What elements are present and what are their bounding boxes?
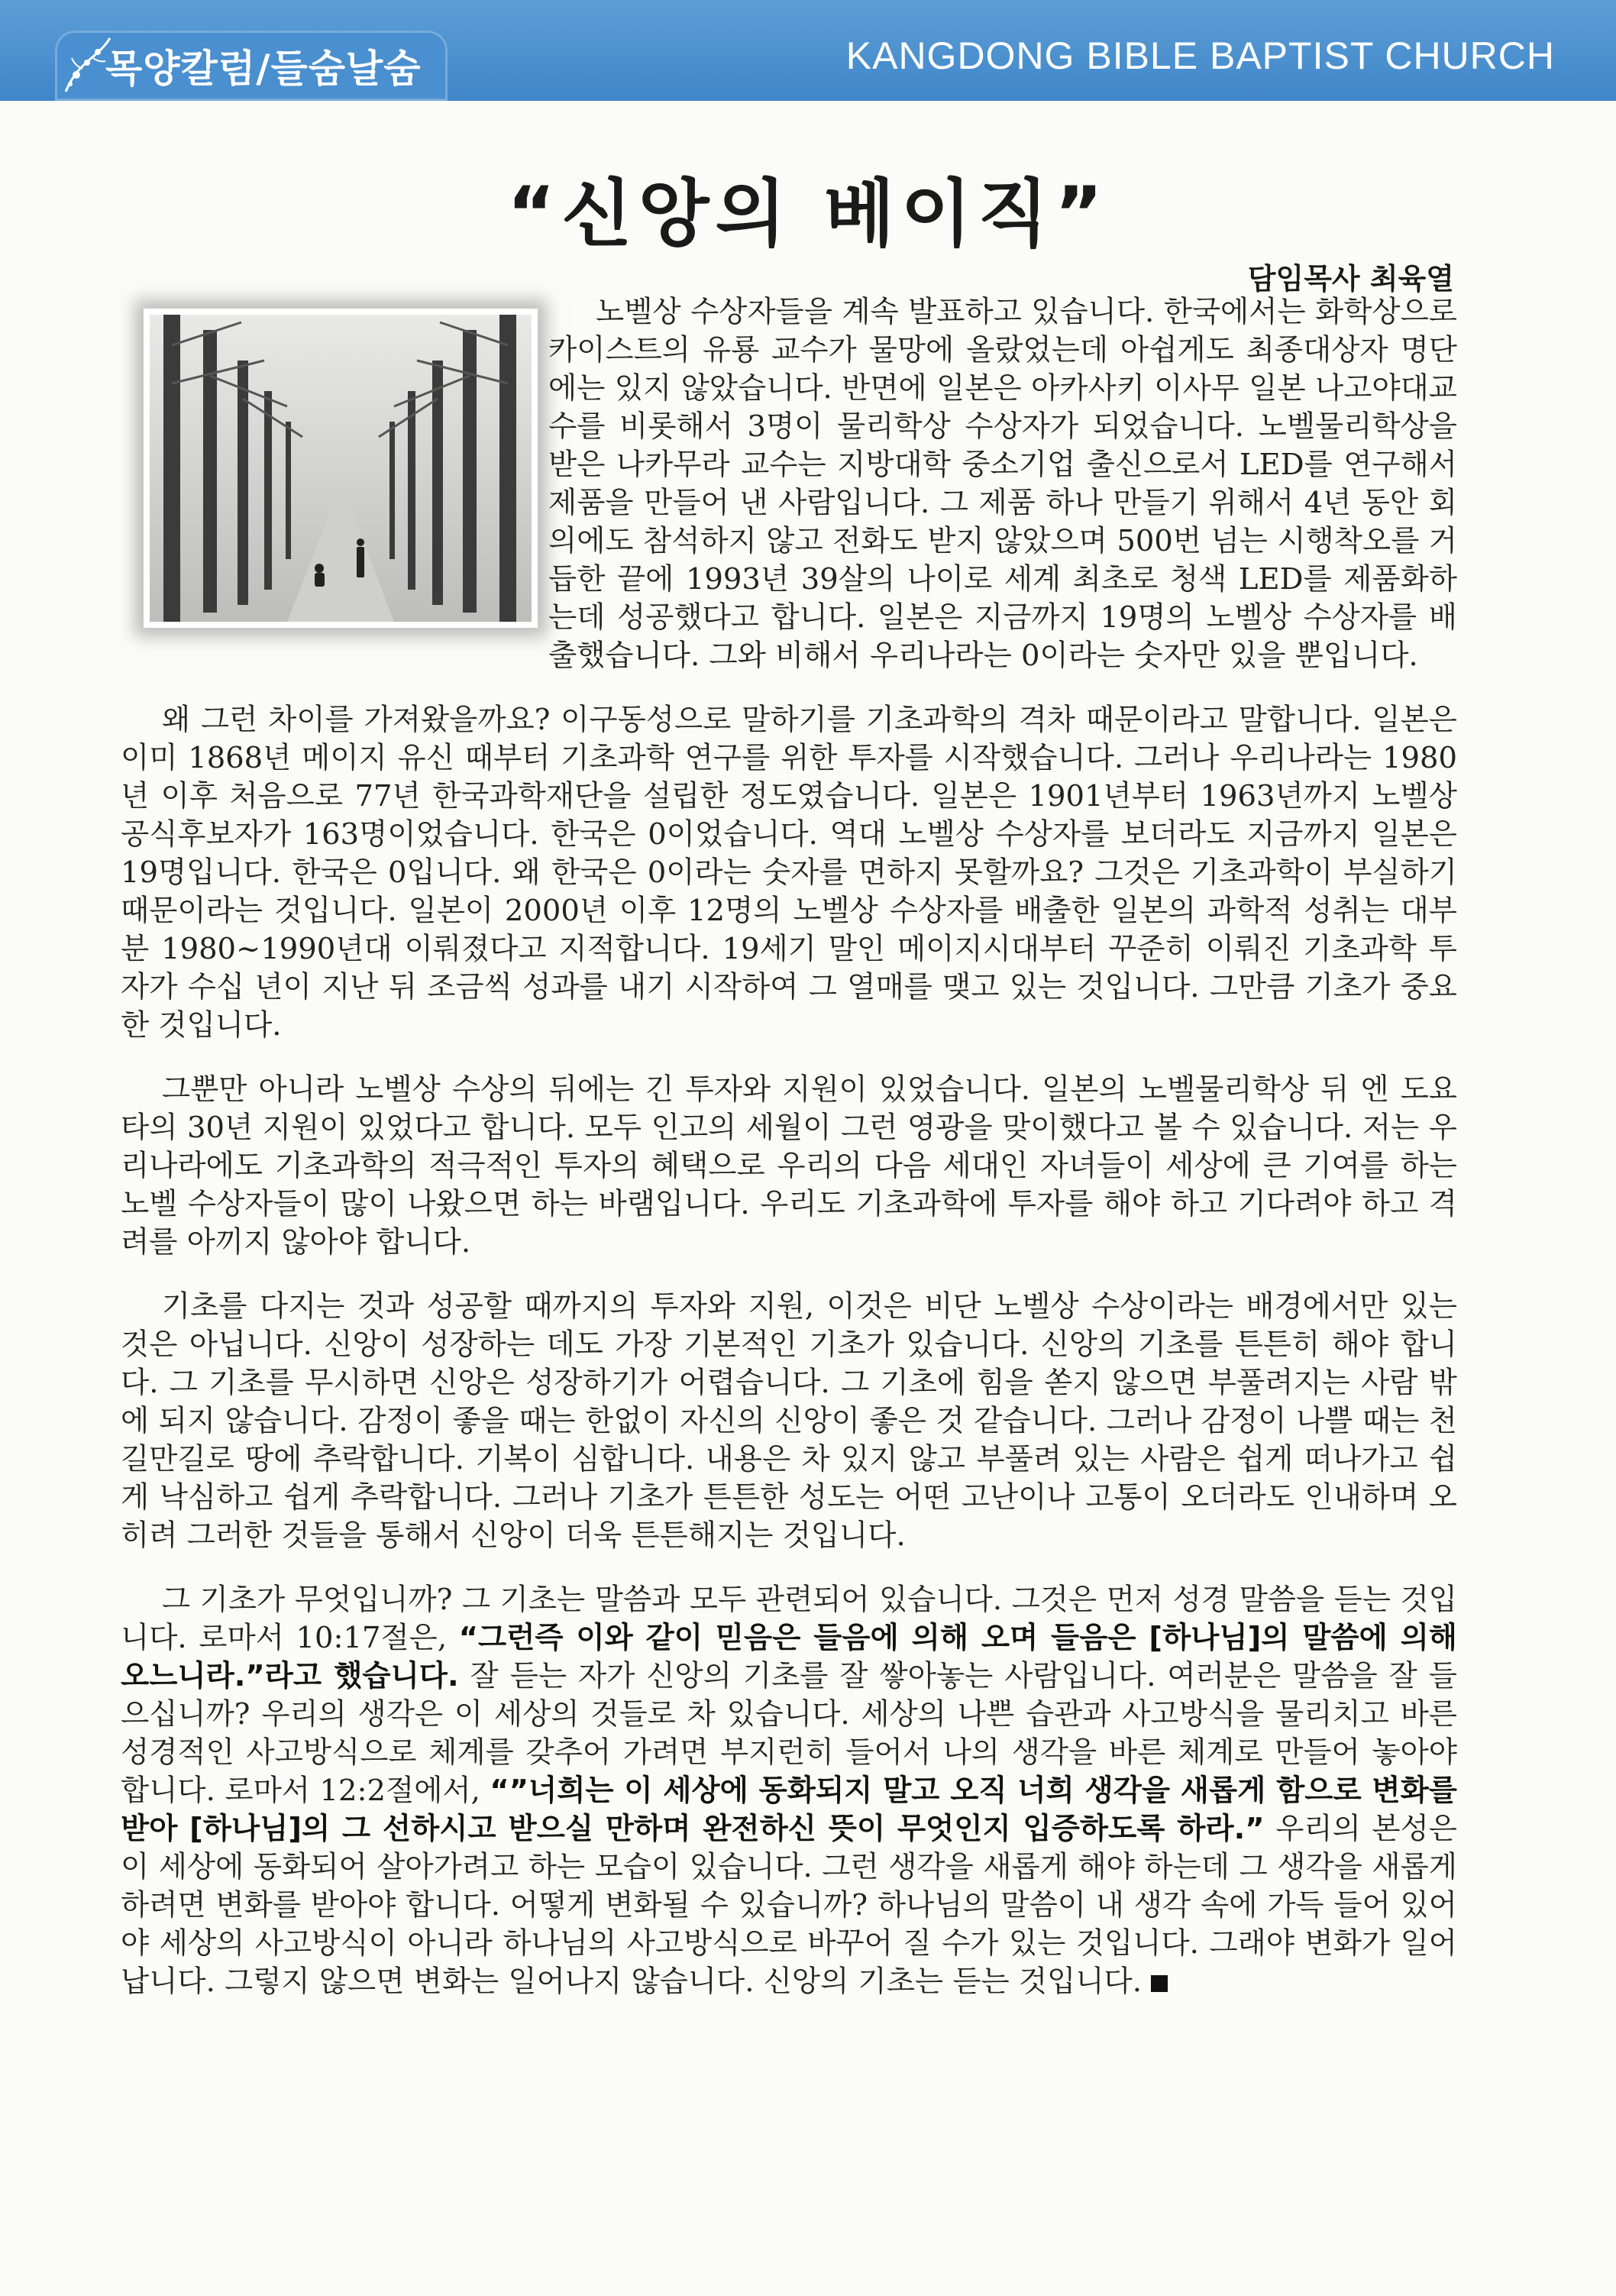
romans-10-17-quote: “그런즉 이와 같이 믿음은 들음에 의해 오며 들음은 [하나님]의 말씀에 의해 오느니라.”라고 했습니다. <box>121 1621 1457 1693</box>
paragraph-5 <box>121 1581 1457 2001</box>
section-tab <box>55 31 448 101</box>
paragraph-1-text: 노벨상 수상자들을 계속 발표하고 있습니다. 한국에서는 화학상으로 카이스트의 유룡 교수가 물망에 올랐었는데 아쉽게도 최종대상자 명단에는 있지 않았습니다. 반면에 일본은 아카사키 이사무 일본 나고야대교수를 비롯해서 3명이 물리학상 수상자가 되었습니다. 노벨물리학상을 받은 나카무라 교수는 지방대학 중소기업 출신으로서 LED를 연구해서 제품을 만들어 낸 사람입니다. 그 제품 하나 만들기 위해서 4년 동안 회의에도 참석하지 않고 전화도 받지 않았으며 500번 넘는 시행착오를 거듭한 끝에 1993년 39살의 나이로 세계 최초로 청색 LED를 제품화하는데 성공했다고 합니다. 일본은 지금까지 19명의 노벨상 수상자를 배출했습니다. 그와 비해서 우리나라는 0이라는 숫자만 있을 뿐입니다. <box>548 295 1457 673</box>
vine-icon <box>60 35 113 98</box>
paragraph-4: 기초를 다지는 것과 성공할 때까지의 투자와 지원, 이것은 비단 노벨상 수상이라는 배경에서만 있는 것은 아닙니다. 신앙이 성장하는 데도 가장 기본적인 기초가 있습니다. 신앙의 기초를 튼튼히 해야 합니다. 그 기초를 무시하면 신앙은 성장하기가 어렵습니다. 그 기초에 힘을 쏟지 않으면 부풀려지는 사람 밖에 되지 않습니다. 감정이 좋을 때는 한없이 자신의 신앙이 좋은 것 같습니다. 그러나 감정이 나쁠 때는 천길만길로 땅에 추락합니다. 기복이 심합니다. 내용은 차 있지 않고 부풀려 있는 사람은 쉽게 떠나가고 쉽게 낙심하고 쉽게 추락합니다. 그러나 기초가 튼튼한 성도는 어떤 고난이나 고통이 오더라도 인내하며 오히려 그러한 것들을 통해서 신앙이 더욱 튼튼해지는 것입니다. <box>121 1289 1457 1553</box>
romans-12-2-quote: “”너희는 이 세상에 동화되지 말고 오직 너희 생각을 새롭게 함으로 변화를 받아 [하나님]의 그 선하시고 받으실 만하며 완전하신 뜻이 무엇인지 입증하도록 하라.” <box>121 1774 1457 1846</box>
paragraph-2: 왜 그런 차이를 가져왔을까요? 이구동성으로 말하기를 기초과학의 격차 때문이라고 말합니다. 일본은 이미 1868년 메이지 유신 때부터 기초과학 연구를 위한 투자를 시작했습니다. 그러나 우리나라는 1980년 이후 처음으로 77년 한국과학재단을 설립한 정도였습니다. 일본은 1901년부터 1963년까지 노벨상 공식후보자가 163명이었습니다. 한국은 0이었습니다. 역대 노벨상 수상자를 보더라도 지금까지 일본은 19명입니다. 한국은 0입니다. 왜 한국은 0이라는 숫자를 면하지 못할까요? 그것은 기초과학이 부실하기 때문이라는 것입니다. 일본이 2000년 이후 12명의 노벨상 수상자를 배출한 일본의 과학적 성취는 대부분 1980~1990년대 이뤄졌다고 지적합니다. 19세기 말인 메이지시대부터 꾸준히 이뤄진 기초과학 투자가 수십 년이 지난 뒤 조금씩 성과를 내기 시작하여 그 열매를 맺고 있는 것입니다. 그만큼 기초가 중요한 것입니다. <box>121 703 1457 1043</box>
church-name: KANGDONG BIBLE BAPTIST CHURCH <box>845 34 1555 77</box>
section-label: 목양칼럼/들숨날숨 <box>105 47 422 91</box>
article-author: 담임목사 최육열 <box>1247 262 1454 296</box>
paragraph-5-part3: 우리의 본성은 이 세상에 동화되어 살아가려고 하는 모습이 있습니다. 그런 생각을 새롭게 해야 하는데 그 생각을 새롭게 하려면 변화를 받아야 합니다. 어떻게 변화될 수 있습니까? 하나님의 말씀이 내 생각 속에 가득 들어 있어야 세상의 사고방식이 아니라 하나님의 사고방식으로 바꾸어 질 수가 있는 것입니다. 그래야 변화가 일어납니다. 그렇지 않으면 변화는 일어나지 않습니다. 신앙의 기초는 듣는 것입니다. <box>121 1812 1458 1999</box>
paragraph-5-part1: 그 기초가 무엇입니까? 그 기초는 말씀과 모두 관련되어 있습니다. 그것은 먼저 성경 말씀을 듣는 것입니다. 로마서 10:17절은, <box>121 1583 1457 1655</box>
article-title: “신앙의 베이직” <box>506 171 1110 257</box>
paragraph-5-part2: 잘 듣는 자가 신앙의 기초를 잘 쌓아놓는 사람입니다. 여러분은 말씀을 잘 들으십니까? 우리의 생각은 이 세상의 것들로 차 있습니다. 세상의 나쁜 습관과 사고방식을 물리치고 바른 성경적인 사고방식으로 체계를 갖추어 가려면 부지런히 들어서 나의 생각을 바른 체계로 만들어 놓아야 합니다. 로마서 12:2절에서, <box>121 1659 1458 1808</box>
photo-wrap-space <box>121 293 548 655</box>
end-square-icon <box>1151 1975 1168 1992</box>
paragraph-3: 그뿐만 아니라 노벨상 수상의 뒤에는 긴 투자와 지원이 있었습니다. 일본의 노벨물리학상 뒤 엔 도요타의 30년 지원이 있었다고 합니다. 모두 인고의 세월이 그런 영광을 맞이했다고 볼 수 있습니다. 저는 우리나라에도 기초과학의 적극적인 투자의 혜택으로 우리의 다음 세대인 자녀들이 세상에 큰 기여를 하는 노벨 수상자들이 많이 나왔으면 하는 바램입니다. 우리도 기초과학에 투자를 해야 하고 기다려야 하고 격려를 아끼지 않아야 합니다. <box>121 1072 1457 1260</box>
article-body <box>121 293 1457 2027</box>
